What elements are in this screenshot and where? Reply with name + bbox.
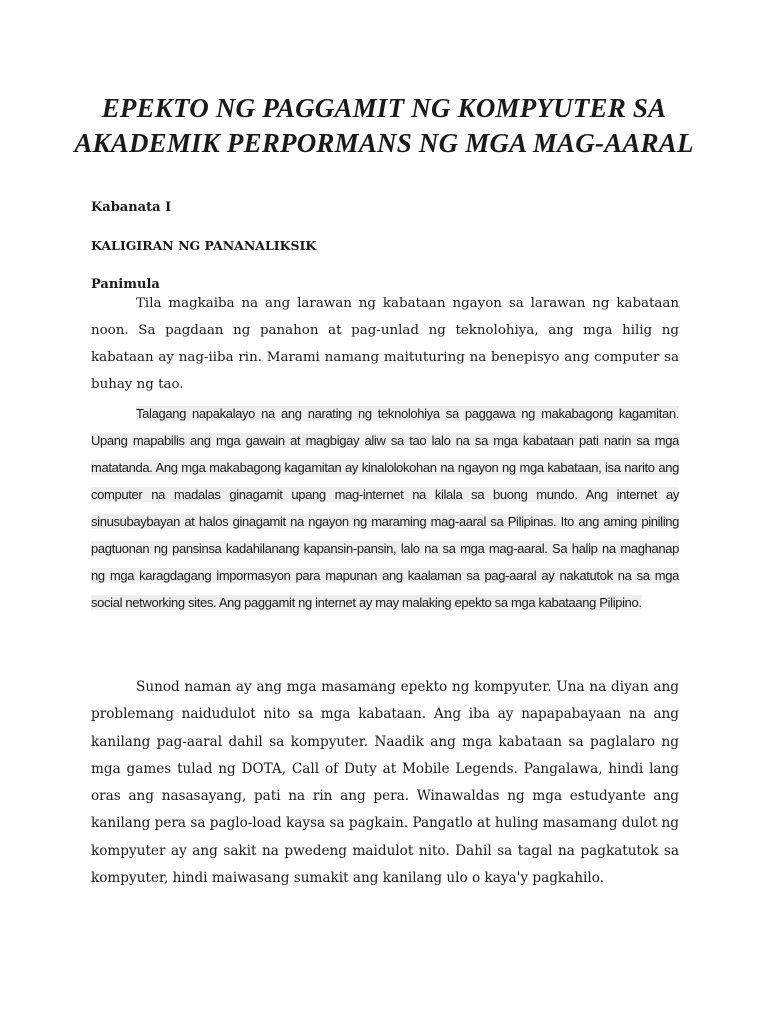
section-heading: KALIGIRAN NG PANANALIKSIK <box>91 238 317 253</box>
chapter-heading: Kabanata I <box>91 200 172 215</box>
paragraph-3: Sunod naman ay ang mga masamang epekto ng kompyuter. Una na diyan ang problemang naidudulot nito sa mga kabataan. Ang iba ay napapabayaan na ang kanilang pag-aaral dahil sa kompyuter. Naadik ang mga kabataan sa paglalaro ng mga games tulad ng DOTA, Call of Duty at Mobile Legends. Pangalawa, hindi lang oras ang nasasayang, pati na rin ang pera. Winawaldas ng mga estudyante ang kanilang pera sa paglo-load kaysa sa pagkain. Pangatlo at huling masamang dulot ng kompyuter ay ang sakit na pwedeng maidulot nito. Dahil sa tagal na pagkatutok sa kompyuter, hindi maiwasang sumakit ang kanilang ulo o kaya'y pagkahilo. <box>91 679 679 887</box>
document-title-line-1: EPEKTO NG PAGGAMIT NG KOMPYUTER SA <box>101 93 667 123</box>
paragraph-2 <box>91 400 679 616</box>
paragraph-2-text: Talagang napakalayo na ang narating ng teknolohiya sa paggawa ng makabagong kagamitan. Upang mapabilis ang mga gawain at magbigay aliw sa tao lalo na sa mga kabataan pati narin sa mga matatanda. Ang mga makabagong kagamitan ay kinalolokohan na ngayon ng mga kabataan, isa narito ang computer na madalas ginagamit upang mag-internet na kilala sa buong mundo. Ang internet ay sinusubaybayan at halos ginagamit na ngayon ng maraming mag-aaral sa Pilipinas. Ito ang aming piniling pagtuonan ng pansinsa kadahilanang kapansin-pansin, lalo na sa mga mag-aaral. Sa halip na maghanap ng mga karagdagang impormasyon para mapunan ang kaalaman sa pag-aaral ay nakatutok na sa mga social networking sites. Ang paggamit ng internet ay may malaking epekto sa mga kabataang Pilipino. <box>91 406 679 610</box>
document-title-line-2: AKADEMIK PERPORMANS NG MGA MAG-AARAL <box>74 128 694 158</box>
subsection-heading: Panimula <box>91 277 160 292</box>
paragraph-1: Tila magkaiba na ang larawan ng kabataan ngayon sa larawan ng kabataan noon. Sa pagdaan ng panahon at pag-unlad ng teknolohiya, ang mga hilig ng kabataan ay nag-iiba rin. Marami namang maituturing na benepisyo ang computer sa buhay ng tao. <box>91 296 679 392</box>
